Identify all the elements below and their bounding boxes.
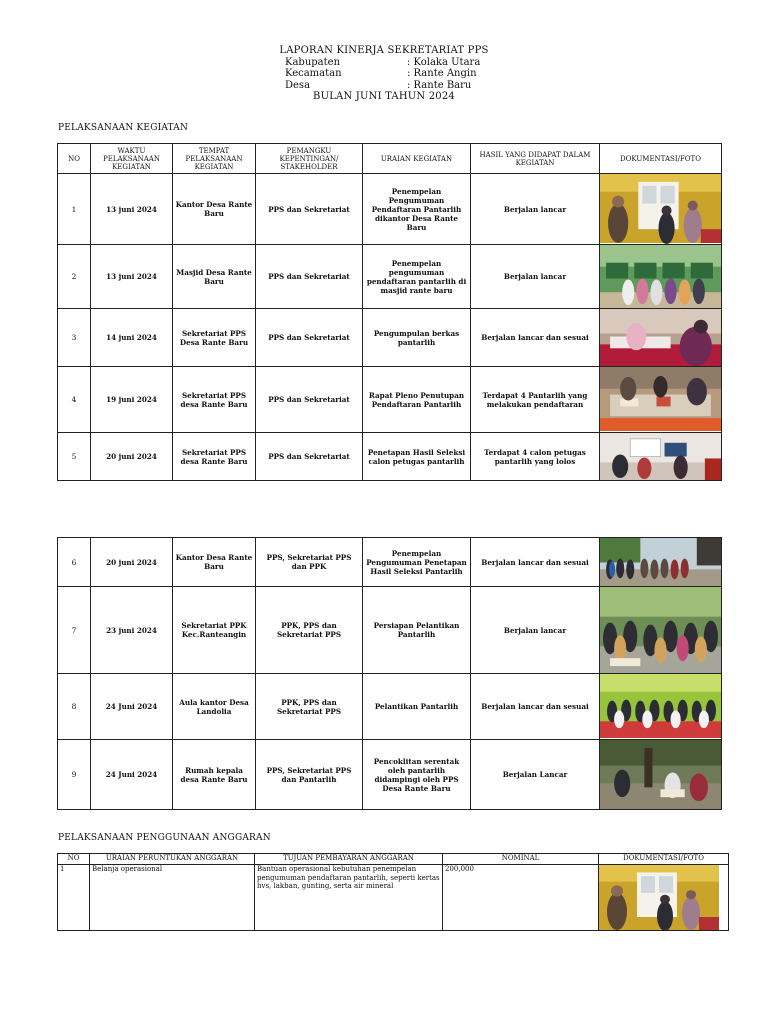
report-title: LAPORAN KINERJA SEKRETARIAT PPS [279,45,489,56]
budget-header-row [58,854,729,865]
row-uraian: Pelantikan Pantarlih [363,674,471,740]
row-hasil: Berjalan lancar [471,587,600,674]
budget-table [57,853,729,931]
row-hasil: Berjalan lancar [471,174,600,245]
row-no: 4 [58,367,91,433]
budget-header-no: NO [58,854,90,865]
meta-label: Desa [285,79,311,91]
row-tempat: Masjid Desa Rante Baru [173,245,256,309]
documentation-photo [600,309,722,367]
row-hasil: Berjalan lancar dan sesuai [471,538,600,587]
documentation-photo [600,367,722,433]
budget-row [58,865,729,931]
budget-tujuan: Bantuan operasional kebutuhan penempelan pengumuman pendaftaran pantarlih, seperti kertas hvs, lakban, gunting, serta air mineral [255,865,443,931]
row-uraian: Pencoklitan serentak oleh pantarlih didampingi oleh PPS Desa Rante Baru [363,740,471,810]
row-tempat: Kantor Desa Rante Baru [173,174,256,245]
photo-image [600,309,721,366]
col-header-uraian: URAIAN KEGIATAN [363,144,471,174]
table-row [58,245,722,309]
col-header-tempat: TEMPAT PELAKSANAAN KEGIATAN [173,144,256,174]
table-row [58,433,722,481]
budget-header-dokumentasi: DOKUMENTASI/FOTO [599,854,729,865]
row-hasil: Berjalan lancar dan sesuai [471,309,600,367]
documentation-photo [600,740,722,810]
row-no: 5 [58,433,91,481]
row-uraian: Penetapan Hasil Seleksi calon petugas pantarlih [363,433,471,481]
photo-image [600,538,721,586]
row-uraian: Penempelan Pengumuman Penetapan Hasil Seleksi Pantarlih [363,538,471,587]
col-header-dokumentasi: DOKUMENTASI/FOTO [600,144,722,174]
row-pemangku: PPS, Sekretariat PPS dan Pantarlih [256,740,363,810]
meta-value: : Kolaka Utara [407,56,481,68]
row-tempat: Sekretariat PPK Kec.Ranteangin [173,587,256,674]
budget-header-nominal: NOMINAL [443,854,599,865]
section-title-kegiatan: PELAKSANAAN KEGIATAN [58,123,189,133]
row-hasil: Berjalan Lancar [471,740,600,810]
row-uraian: Pengumpulan berkas pantarlih [363,309,471,367]
documentation-photo [600,174,722,245]
row-no: 1 [58,174,91,245]
section-title-anggaran: PELAKSANAAN PENGGUNAAN ANGGARAN [58,833,271,843]
row-pemangku: PPS, Sekretariat PPS dan PPK [256,538,363,587]
budget-nominal: 200,000 [443,865,599,931]
documentation-photo [600,433,722,481]
photo-image [600,740,721,809]
row-no: 2 [58,245,91,309]
documentation-photo [600,587,722,674]
row-waktu: 19 juni 2024 [91,367,173,433]
row-tempat: Kantor Desa Rante Baru [173,538,256,587]
row-uraian: Rapat Pleno Penutupan Pendaftaran Pantarlih [363,367,471,433]
row-pemangku: PPK, PPS dan Sekretariat PPS [256,587,363,674]
row-tempat: Rumah kepala desa Rante Baru [173,740,256,810]
photo-image [600,367,721,432]
table-row [58,740,722,810]
row-tempat: Sekretariat PPS desa Rante Baru [173,433,256,481]
table-row [58,674,722,740]
table-row [58,367,722,433]
row-hasil: Terdapat 4 calon petugas pantarlih yang lolos [471,433,600,481]
photo-image [600,433,721,480]
budget-no: 1 [58,865,90,931]
meta-label: Kabupaten [285,56,341,68]
row-waktu: 13 juni 2024 [91,174,173,245]
photo-image [600,674,721,739]
activity-table-part2 [57,537,722,810]
row-no: 8 [58,674,91,740]
row-waktu: 13 juni 2024 [91,245,173,309]
row-hasil: Berjalan lancar dan sesuai [471,674,600,740]
col-header-waktu: WAKTU PELAKSANAAN KEGIATAN [91,144,173,174]
meta-value: : Rante Baru [407,79,472,91]
meta-row-kabupaten [0,57,768,69]
row-no: 9 [58,740,91,810]
documentation-photo [600,538,722,587]
row-no: 6 [58,538,91,587]
documentation-photo [600,245,722,309]
row-tempat: Sekretariat PPS Desa Rante Baru [173,309,256,367]
photo-image [600,587,721,673]
row-hasil: Terdapat 4 Pantarlih yang melakukan pendaftaran [471,367,600,433]
meta-row-kecamatan [0,68,768,80]
meta-label: Kecamatan [285,68,342,79]
row-hasil: Berjalan lancar [471,245,600,309]
row-uraian: Penempelan pengumuman pendaftaran pantarlih di masjid rante baru [363,245,471,309]
row-waktu: 20 juni 2024 [91,433,173,481]
col-header-no: NO [58,144,91,174]
row-waktu: 23 juni 2024 [91,587,173,674]
row-waktu: 24 Juni 2024 [91,674,173,740]
row-pemangku: PPS dan Sekretariat [256,433,363,481]
photo-image [600,174,721,244]
table-row [58,538,722,587]
table-row [58,309,722,367]
row-no: 7 [58,587,91,674]
col-header-hasil: HASIL YANG DIDAPAT DALAM KEGIATAN [471,144,600,174]
documentation-photo [600,674,722,740]
photo-image [599,865,719,930]
documentation-photo [599,865,729,931]
table-header-row [58,144,722,174]
table-row [58,174,722,245]
row-waktu: 20 juni 2024 [91,538,173,587]
row-tempat: Sekretariat PPS desa Rante Baru [173,367,256,433]
row-waktu: 14 juni 2024 [91,309,173,367]
meta-value: : Rante Angin [407,68,477,79]
row-no: 3 [58,309,91,367]
meta-row-desa [0,80,768,92]
row-tempat: Aula kantor Desa Landolia [173,674,256,740]
row-pemangku: PPS dan Sekretariat [256,245,363,309]
budget-uraian: Belanja operasional [90,865,255,931]
col-header-pemangku: PEMANGKU KEPENTINGAN/ STAKEHOLDER [256,144,363,174]
table-row [58,587,722,674]
row-waktu: 24 Juni 2024 [91,740,173,810]
photo-image [600,245,721,308]
report-subtitle: BULAN JUNI TAHUN 2024 [313,91,455,102]
row-uraian: Persiapan Pelantikan Pantarlih [363,587,471,674]
row-pemangku: PPK, PPS dan Sekretariat PPS [256,674,363,740]
row-pemangku: PPS dan Sekretariat [256,367,363,433]
row-uraian: Penempelan Pengumuman Pendaftaran Pantarlih dikantor Desa Rante Baru [363,174,471,245]
row-pemangku: PPS dan Sekretariat [256,174,363,245]
row-pemangku: PPS dan Sekretariat [256,309,363,367]
report-header [0,45,768,103]
budget-header-uraian: URAIAN PERUNTUKAN ANGGARAN [90,854,255,865]
activity-table-part1 [57,143,722,481]
budget-header-tujuan: TUJUAN PEMBAYARAN ANGGARAN [255,854,443,865]
